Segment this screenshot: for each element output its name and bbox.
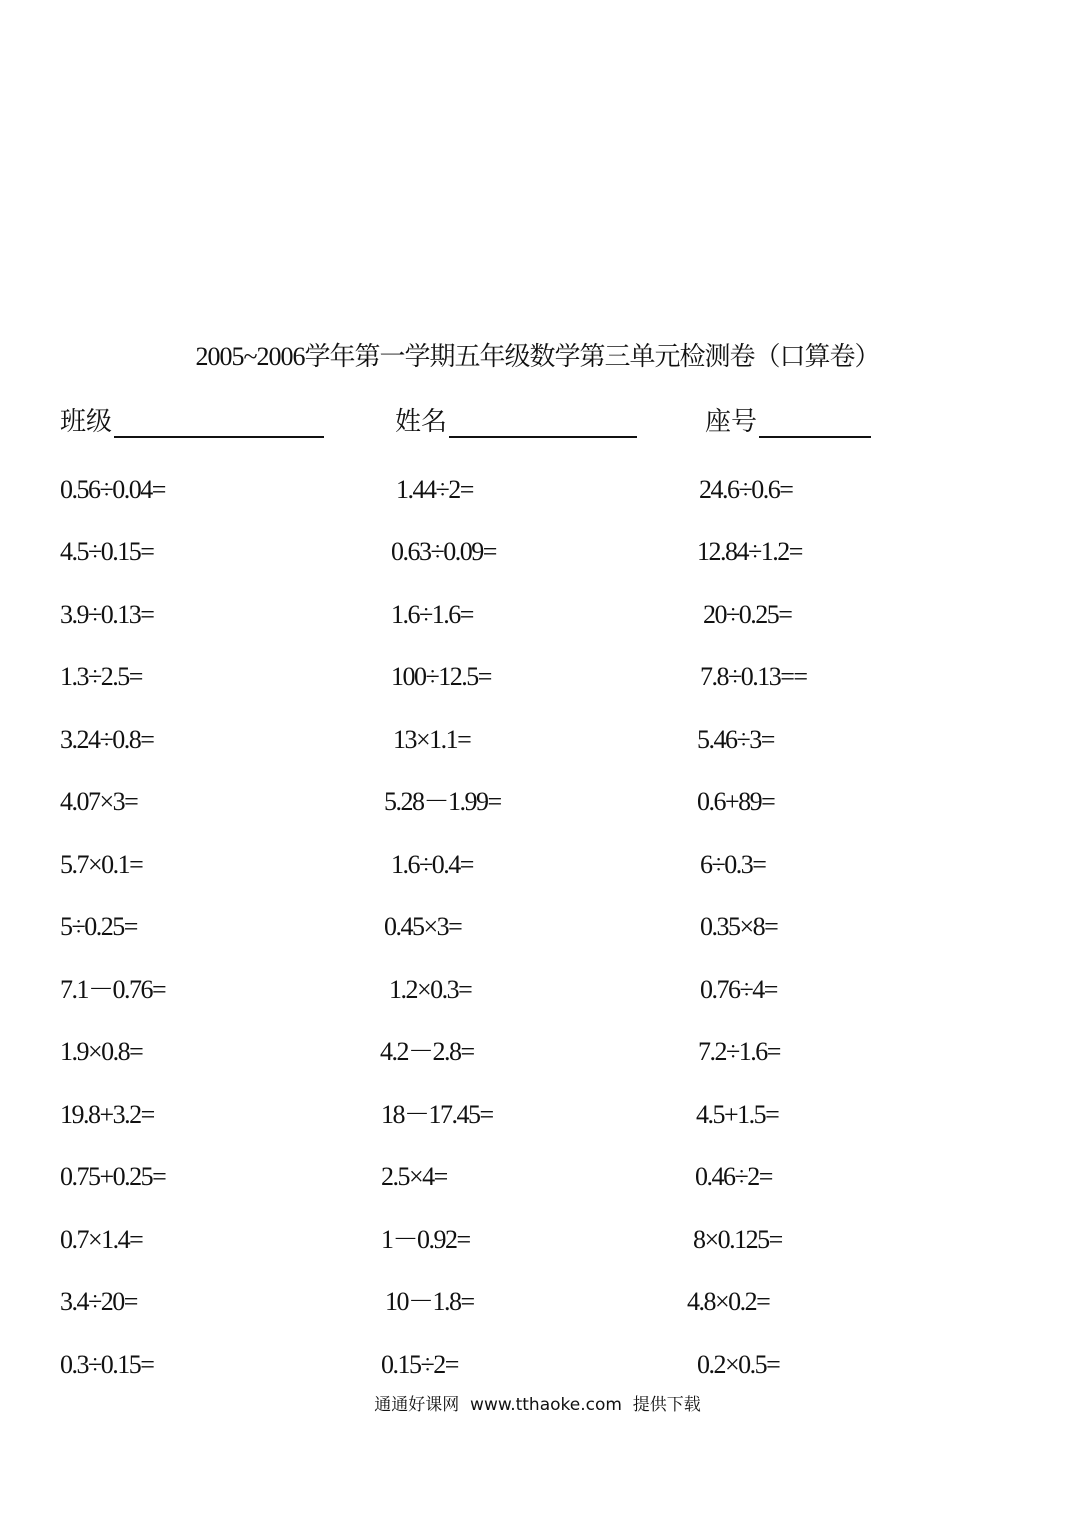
class-label: 班级 [60, 407, 113, 436]
problem-item: 7.1－0.76= [60, 975, 166, 1004]
problem-item: 4.5+1.5= [696, 1100, 779, 1129]
name-label: 姓名 [395, 407, 448, 436]
problem-item: 4.8×0.2= [687, 1287, 770, 1316]
problem-item: 4.07×3= [60, 787, 138, 816]
problem-item: 5÷0.25= [60, 912, 137, 941]
problem-item: 3.4÷20= [60, 1287, 137, 1316]
problem-item: 1.3÷2.5= [60, 662, 142, 691]
problem-item: 0.6+89= [697, 787, 775, 816]
problem-item: 3.24÷0.8= [60, 725, 154, 754]
footer-credit: 通通好课网 www.tthaoke.com 提供下载 [374, 1395, 701, 1415]
name-field [395, 398, 637, 438]
problem-item: 0.56÷0.04= [60, 475, 165, 504]
problem-item: 2.5×4= [381, 1162, 447, 1191]
seat-field [705, 398, 871, 438]
problem-item: 3.9÷0.13= [60, 600, 154, 629]
problem-item: 0.2×0.5= [697, 1350, 780, 1379]
problem-item: 1.9×0.8= [60, 1037, 143, 1066]
page-title: 2005~2006学年第一学期五年级数学第三单元检测卷（口算卷） [195, 342, 880, 371]
problem-item: 1.44÷2= [396, 475, 473, 504]
problem-item: 0.76÷4= [700, 975, 777, 1004]
class-field [60, 398, 324, 438]
problem-item: 18－17.45= [381, 1100, 493, 1129]
problem-item: 19.8+3.2= [60, 1100, 154, 1129]
problem-item: 1.6÷0.4= [391, 850, 473, 879]
problem-item: 0.3÷0.15= [60, 1350, 154, 1379]
problem-item: 0.35×8= [700, 912, 778, 941]
name-blank-line [449, 406, 637, 438]
problem-item: 0.15÷2= [381, 1350, 458, 1379]
problem-item: 12.84÷1.2= [697, 537, 802, 566]
problem-item: 0.46÷2= [695, 1162, 772, 1191]
problem-item: 8×0.125= [693, 1225, 782, 1254]
class-blank-line [114, 406, 324, 438]
problem-item: 20÷0.25= [703, 600, 792, 629]
problem-item: 5.46÷3= [697, 725, 774, 754]
problem-item: 7.8÷0.13== [700, 662, 807, 691]
problem-item: 6÷0.3= [700, 850, 766, 879]
problem-item: 5.28－1.99= [384, 787, 501, 816]
problem-item: 10－1.8= [385, 1287, 474, 1316]
problem-item: 1－0.92= [381, 1225, 470, 1254]
problem-item: 100÷12.5= [391, 662, 491, 691]
problem-item: 13×1.1= [393, 725, 471, 754]
problem-item: 0.75+0.25= [60, 1162, 166, 1191]
problem-item: 0.7×1.4= [60, 1225, 143, 1254]
problem-item: 24.6÷0.6= [699, 475, 793, 504]
problem-item: 1.2×0.3= [389, 975, 472, 1004]
problem-item: 4.5÷0.15= [60, 537, 154, 566]
problem-item: 0.45×3= [384, 912, 462, 941]
problem-item: 1.6÷1.6= [391, 600, 473, 629]
problem-item: 4.2－2.8= [380, 1037, 474, 1066]
seat-blank-line [759, 406, 871, 438]
problem-item: 0.63÷0.09= [391, 537, 496, 566]
problem-item: 7.2÷1.6= [698, 1037, 780, 1066]
problem-item: 5.7×0.1= [60, 850, 143, 879]
seat-label: 座号 [705, 407, 758, 436]
